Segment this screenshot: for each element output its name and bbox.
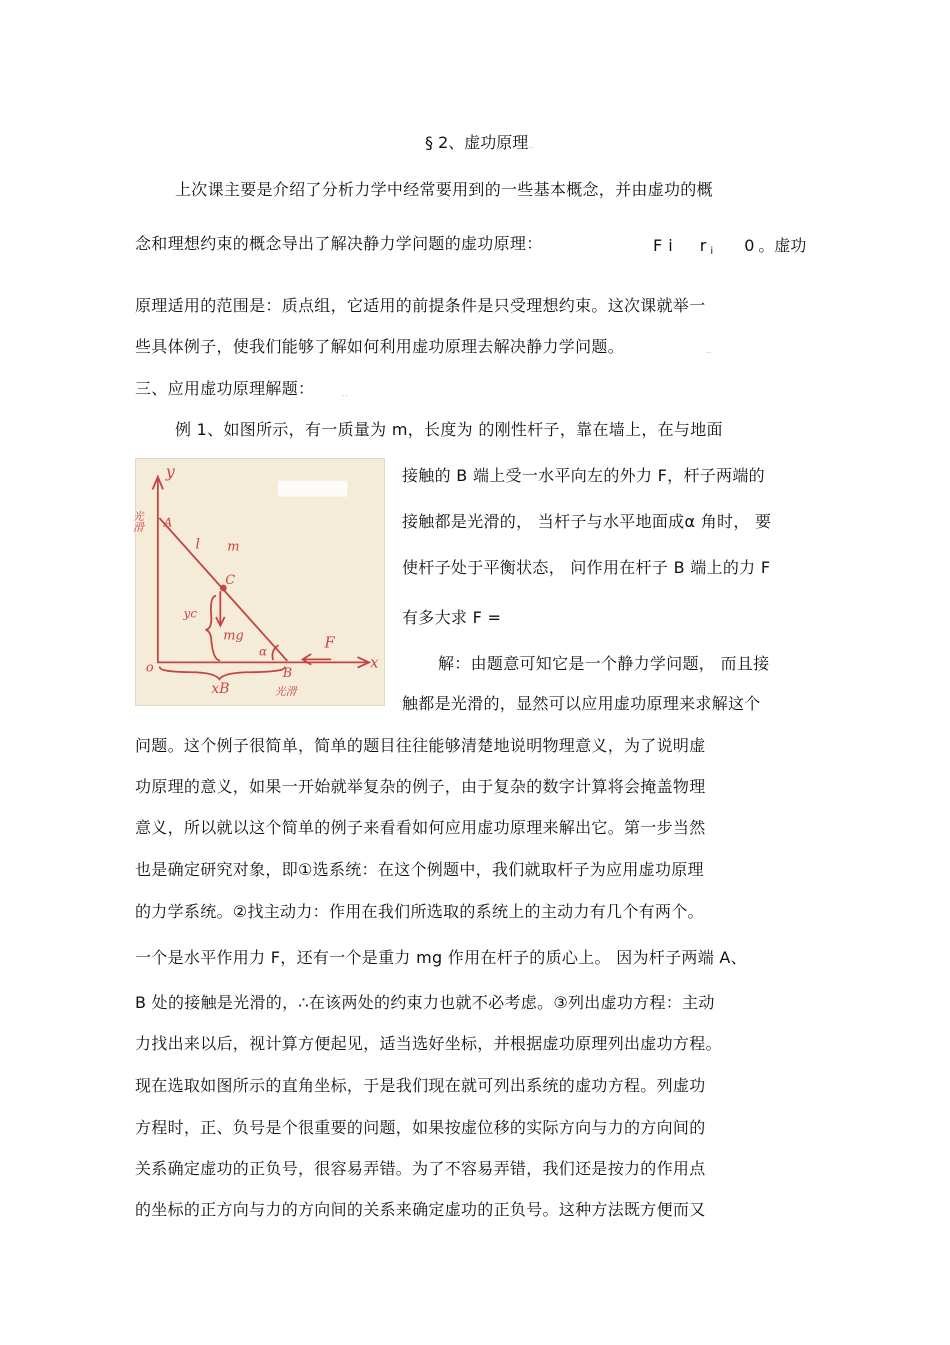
solution-line11: 现在选取如图所示的直角坐标，于是我们现在就可列出系统的虚功方程。列虚功 [135, 1076, 706, 1095]
solution-line9: B 处的接触是光滑的，∴在该两处的约束力也就不必考虑。③列出虚功方程：主动 [135, 993, 715, 1012]
solution-line8: 一个是水平作用力 F，还有一个是重力 mg 作用在杆子的质心上。 因为杆子两端 A、 [135, 948, 747, 967]
para1-line3: 原理适用的范围是：质点组，它适用的前提条件是只受理想约束。这次课就举一 [135, 296, 706, 315]
label-f: F [324, 633, 335, 652]
section3-heading: 三、应用虚功原理解题： [135, 379, 315, 398]
section3-mark: .. [342, 389, 348, 398]
label-yc: yc [183, 606, 198, 621]
para1-line4-mark: .. [706, 346, 712, 355]
label-xb: xB [211, 681, 230, 698]
label-smooth-a: 光滑 [131, 510, 145, 533]
title-text: § 2、虚功原理 [425, 133, 529, 152]
angle-arc [272, 645, 277, 659]
yc-brace [205, 596, 219, 660]
title-mark: .. [528, 141, 534, 150]
solution-line13: 关系确定虚功的正负号，很容易弄错。为了不容易弄错，我们还是按力的作用点 [135, 1159, 706, 1178]
solution-line12: 方程时，正、负号是个很重要的问题，如果按虚位移的实际方向与力的方向间的 [135, 1118, 706, 1137]
formula-tail: 。虚功 [758, 236, 807, 255]
xb-brace [160, 667, 285, 679]
virtual-work-formula [653, 233, 806, 257]
solution-line1: 解：由题意可知它是一个静力学问题， 而且接 [438, 654, 770, 673]
label-y: y [165, 461, 175, 481]
para1-line4: 些具体例子，使我们能够了解如何利用虚功原理去解决静力学问题。 [135, 337, 625, 356]
example1-line5: 有多大求 F = [402, 608, 502, 627]
label-c: C [225, 572, 236, 588]
solution-line7: 的力学系统。②找主动力：作用在我们所选取的系统上的主动力有几个有两个。 [135, 902, 704, 921]
ladder-figure [131, 458, 385, 706]
solution-line10: 力找出来以后，视计算方便起见，适当选好坐标，并根据虚功原理列出虚功方程。 [135, 1034, 722, 1053]
formula-f: F [653, 236, 663, 255]
solution-line3: 问题。这个例子很简单，简单的题目往往能够清楚地说明物理意义，为了说明虚 [135, 736, 706, 755]
solution-line14: 的坐标的正方向与力的方向间的关系来确定虚功的正负号。这种方法既方便而又 [135, 1200, 706, 1219]
example1-line3: 接触都是光滑的， 当杆子与水平地面成α 角时， 要 [402, 512, 772, 531]
label-box [278, 481, 347, 497]
example1-line2: 接触的 B 端上受一水平向左的外力 F，杆子两端的 [402, 466, 765, 485]
formula-r-sub: i [710, 246, 714, 257]
page-title [425, 130, 533, 153]
solution-line4: 功原理的意义，如果一开始就举复杂的例子，由于复杂的数字计算将会掩盖物理 [135, 777, 706, 796]
label-alpha: α [259, 644, 268, 659]
ladder-diagram [131, 459, 384, 705]
label-x: x [370, 653, 379, 672]
label-a: A [163, 515, 173, 530]
label-mg: mg [223, 628, 244, 644]
label-m: m [227, 539, 240, 555]
formula-zero: 0 [744, 236, 755, 255]
example1-line4: 使杆子处于平衡状态， 问作用在杆子 B 端上的力 F [402, 558, 771, 577]
label-smooth-b: 光滑 [274, 685, 297, 699]
solution-line2: 触都是光滑的，显然可以应用虚功原理来求解这个 [402, 694, 761, 713]
formula-f-sub: i [668, 236, 673, 255]
para1-line2: 念和理想约束的概念导出了解决静力学问题的虚功原理： [135, 234, 543, 253]
solution-line6: 也是确定研究对象，即①选系统：在这个例题中，我们就取杆子为应用虚功原理 [135, 860, 704, 879]
label-l: l [195, 536, 200, 553]
label-o: o [145, 660, 154, 676]
solution-line5: 意义，所以就以这个简单的例子来看看如何应用虚功原理来解出它。第一步当然 [135, 818, 706, 837]
label-b: B [282, 666, 293, 682]
para1-line1: 上次课主要是介绍了分析力学中经常要用到的一些基本概念，并由虚功的概 [175, 180, 713, 199]
formula-r: r [699, 236, 707, 255]
example1-line1: 例 1、如图所示，有一质量为 m，长度为 的刚性杆子，靠在墙上，在与地面 [175, 420, 723, 439]
